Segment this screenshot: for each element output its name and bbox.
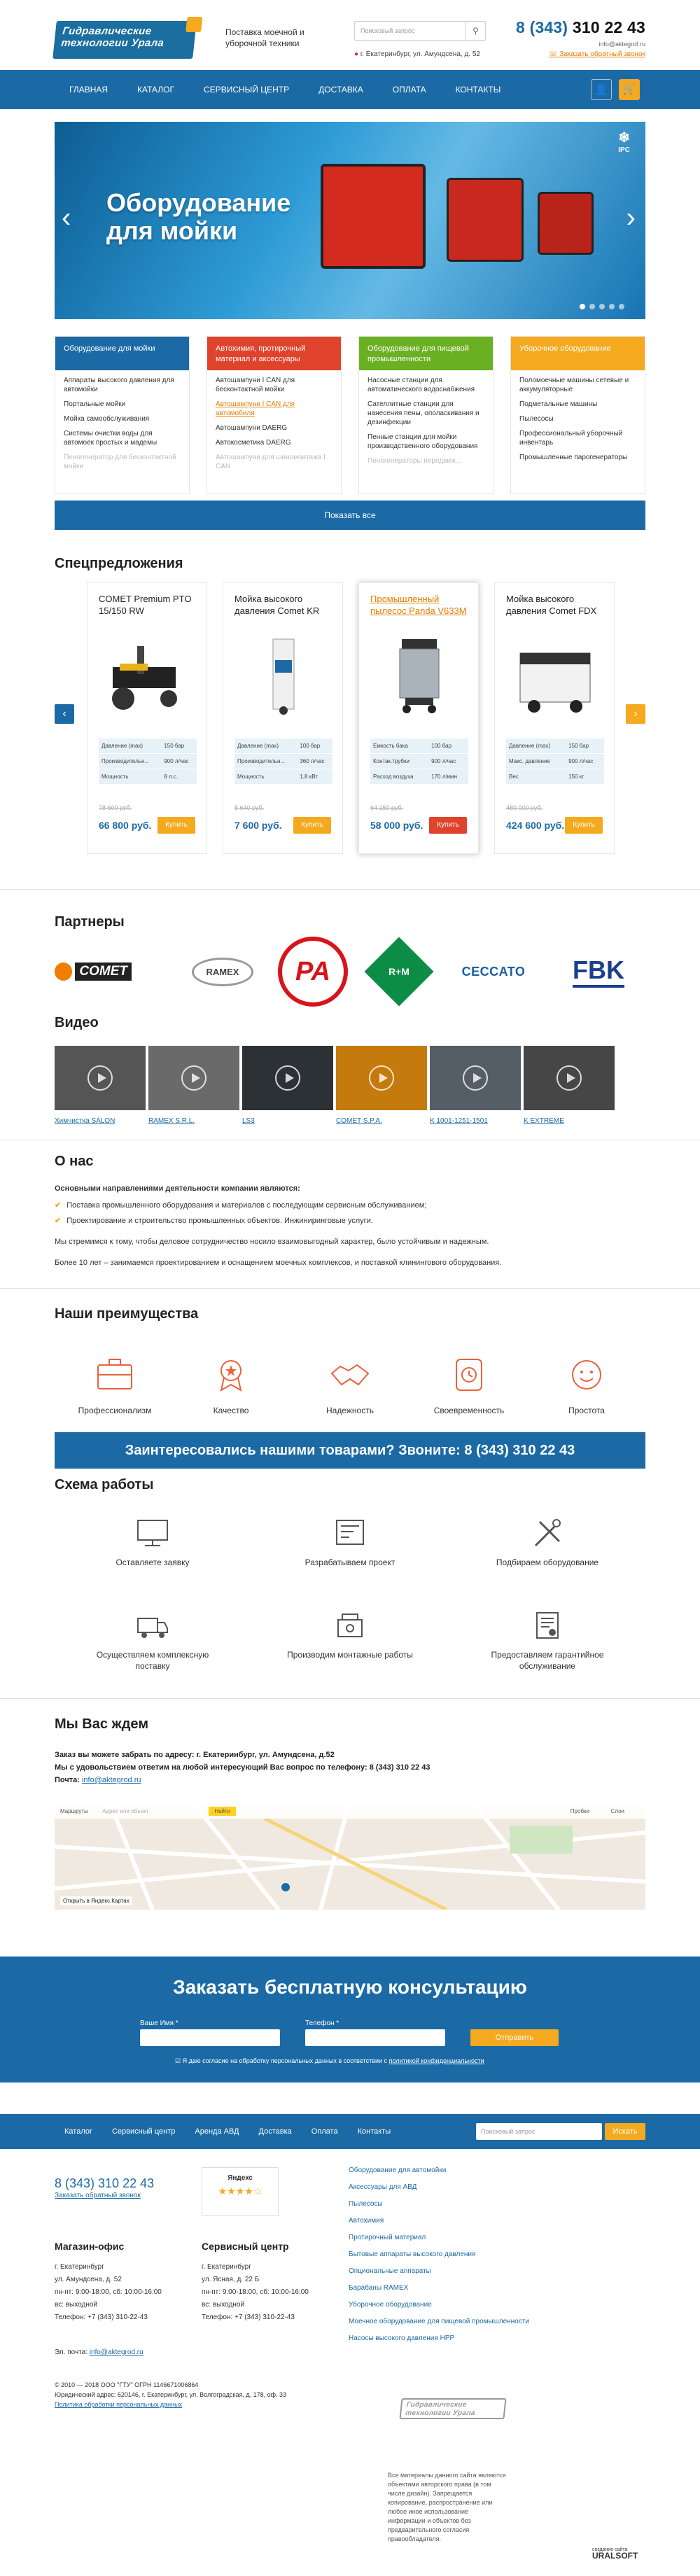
slider-title-line-2: для мойки — [106, 216, 238, 245]
product-name[interactable]: Промышленный пылесос Panda V633M — [370, 594, 467, 616]
product-specs — [370, 738, 468, 785]
clock-icon — [448, 1357, 490, 1393]
product-price: 7 600 руб. — [234, 820, 282, 831]
name-input[interactable] — [140, 2029, 280, 2046]
consent-text: Я даю согласие на обработку персональных данных в соответствии с — [182, 2057, 388, 2064]
footer-office — [55, 2240, 162, 2324]
slider-machine-image — [321, 164, 426, 269]
play-icon[interactable] — [556, 1065, 582, 1091]
spec-label: Давление (max) — [506, 738, 566, 754]
footer-logo[interactable] — [399, 2398, 506, 2419]
spec-label: Давление (max) — [99, 738, 161, 754]
spec-value: 150 кг — [566, 769, 604, 785]
about-point-text: Проектирование и строительство промышленных объектов. Инжиниринговые услуги. — [66, 1217, 373, 1225]
specials-prev-icon[interactable]: ‹ — [55, 704, 74, 724]
show-all-button[interactable]: Показать все — [55, 500, 645, 530]
footer-catalog-link[interactable]: Барабаны RAMEX — [349, 2284, 409, 2292]
product-price: 66 800 руб. — [99, 820, 152, 831]
play-icon[interactable] — [463, 1065, 488, 1091]
consultation-form — [0, 1956, 700, 2082]
footer-office-line: пн-пт: 9:00-18:00, сб: 10:00-16:00 — [55, 2288, 162, 2296]
footer-email-link[interactable]: info@aktegrod.ru — [89, 2348, 144, 2356]
footer-nav-item[interactable]: Оплата — [311, 2127, 338, 2136]
send-button[interactable]: Отправить — [470, 2029, 559, 2046]
footer-service-title: Сервисный центр — [202, 2241, 289, 2252]
specials-next-icon[interactable]: › — [626, 704, 645, 724]
category-link[interactable]: Профессиональный уборочный инвентарь — [519, 430, 623, 447]
developer-credit[interactable] — [592, 2547, 638, 2561]
footer-legal-address: Юридический адрес: 620146, г. Екатеринбург, ул. Волгоградская, д. 178, оф. 33 — [55, 2391, 287, 2398]
video-thumbnail[interactable] — [55, 1046, 146, 1110]
smile-icon — [566, 1357, 608, 1393]
scheme-step-label: Подбираем оборудование — [496, 1558, 599, 1567]
buy-button[interactable]: Купить — [293, 817, 331, 834]
partner-logo-comet[interactable] — [55, 944, 132, 1000]
about-paragraph: Мы стремимся к тому, чтобы деловое сотрудничество носило взаимовыгодный характер, было устойчивым и надежным. — [55, 1238, 489, 1246]
video-thumbnail[interactable] — [430, 1046, 521, 1110]
header-address — [354, 50, 480, 58]
header-phone[interactable] — [516, 18, 645, 37]
product-card[interactable] — [87, 582, 207, 854]
user-icon[interactable]: 👤 — [591, 79, 612, 100]
play-icon[interactable] — [369, 1065, 394, 1091]
category-link[interactable]: Пеногенераторы передвиж... — [368, 457, 462, 465]
handshake-icon — [329, 1357, 371, 1393]
footer-nav-item[interactable]: Контакты — [357, 2127, 391, 2136]
installation-icon — [332, 1610, 368, 1641]
category-link[interactable]: Автошампуни I CAN для автомобиля — [216, 400, 295, 417]
footer-service — [202, 2240, 309, 2324]
slider-dot[interactable] — [580, 304, 585, 309]
footer-office-line: г. Екатеринбург — [55, 2263, 104, 2271]
award-icon — [210, 1357, 252, 1393]
scheme-step-label: Предоставляем гарантийное обслуживание — [491, 1650, 604, 1671]
footer-service-line: ул. Ясная, д. 22 Б — [202, 2276, 260, 2283]
video-thumbnail[interactable] — [148, 1046, 239, 1110]
advantage-label: Своевременность — [433, 1406, 505, 1415]
video-caption[interactable]: K EXTREME — [524, 1117, 564, 1125]
product-specs — [99, 738, 197, 785]
header-address-text: г. Екатеринбург, ул. Амундсена, д. 52 — [360, 50, 480, 58]
header-search-placeholder: Поисковый запрос — [360, 27, 415, 34]
spec-value: 900 л/час — [566, 754, 604, 769]
footer-logo-line-2: технологии Урала — [405, 2409, 476, 2417]
developer-name: URALSOFT — [592, 2551, 638, 2561]
tools-icon — [530, 1518, 565, 1548]
map-pin-icon: ● — [354, 50, 359, 58]
category-link[interactable]: Подметальные машины — [519, 400, 598, 408]
product-image — [506, 632, 604, 716]
footer-catalog-link[interactable]: Автохимия — [349, 2217, 384, 2225]
header-search-input[interactable] — [354, 21, 486, 41]
category-title[interactable]: Уборочное оборудование — [511, 337, 645, 370]
video-thumbnail[interactable] — [242, 1046, 333, 1110]
slider-machine-image — [447, 178, 524, 262]
category-link[interactable]: Пеногенератор для бесконтактной мойки — [64, 454, 176, 470]
spec-label: Вес — [506, 769, 566, 785]
spec-label: Расход воздуха — [370, 769, 428, 785]
rm-diamond-icon — [365, 937, 434, 1007]
spec-value: 150 бар — [566, 738, 604, 754]
partner-logo-pa[interactable] — [274, 944, 351, 1000]
scheme-title: Схема работы — [55, 1477, 154, 1492]
spec-value: 170 л/мин — [428, 769, 468, 785]
product-card[interactable] — [223, 582, 343, 854]
about-point — [55, 1215, 645, 1226]
category-link[interactable]: Портальные мойки — [64, 400, 126, 408]
slider-dot[interactable] — [589, 304, 595, 309]
divider — [0, 1288, 700, 1289]
truck-icon — [135, 1610, 170, 1641]
product-old-price: 480 000 руб. — [506, 804, 543, 811]
scheme-step — [83, 1610, 223, 1672]
footer-nav-item[interactable]: Аренда АВД — [195, 2127, 239, 2136]
category-link[interactable]: Аппараты высокого давления для автомойки — [64, 377, 174, 393]
map-layers-button[interactable]: Слои — [610, 1808, 624, 1814]
rating-stars-icon: ★★★★☆ — [218, 2185, 262, 2197]
product-old-price: 8 640 руб. — [234, 804, 265, 811]
category-link[interactable]: Автокосметика DAERG — [216, 439, 291, 447]
footer-search-button[interactable]: Искать — [605, 2123, 645, 2140]
contacts-line: Заказ вы можете забрать по адресу: г. Екатеринбург, ул. Амундсена, д.52 — [55, 1751, 335, 1759]
category-link[interactable]: Сателлитные станции для нанесения пены, ополаскивания и дезинфекции — [368, 400, 479, 426]
privacy-link[interactable]: политикой конфиденциальности — [388, 2057, 484, 2064]
footer-service-line: вс: выходной — [202, 2301, 244, 2309]
spec-value: 8 л.с. — [161, 769, 197, 785]
category-card — [510, 336, 645, 494]
snowflake-icon: ❄ — [618, 130, 630, 146]
about-point — [55, 1200, 645, 1211]
product-name[interactable]: Мойка высокого давления Comet KR — [234, 594, 320, 616]
map-route-button[interactable]: Маршруты — [60, 1808, 88, 1814]
yandex-rating-widget[interactable] — [202, 2167, 279, 2216]
contacts-title: Мы Вас ждем — [55, 1716, 149, 1732]
footer-office-line: Телефон: +7 (343) 310-22-43 — [55, 2314, 148, 2321]
slider-dot[interactable] — [619, 304, 624, 309]
partner-logo-text: FBK — [573, 955, 624, 988]
scheme-step-label: Разрабатываем проект — [304, 1558, 396, 1567]
video-thumbnail[interactable] — [336, 1046, 427, 1110]
map-toolbar — [55, 1805, 645, 1819]
footer-catalog-link[interactable]: Бытовые аппараты высокого давления — [349, 2250, 476, 2258]
spec-value: 360 л/час — [297, 754, 332, 769]
category-link[interactable]: Пенные станции для мойки производственного оборудования — [368, 433, 478, 450]
footer-email-label: Эл. почта: — [55, 2348, 88, 2356]
partners-title: Партнеры — [55, 914, 125, 930]
product-card[interactable] — [358, 582, 479, 854]
footer-catalog-link[interactable]: Насосы высокого давления HPP — [349, 2334, 455, 2342]
slider-dot[interactable] — [599, 304, 605, 309]
product-image — [234, 632, 332, 716]
footer-catalog — [349, 2166, 529, 2351]
buy-button[interactable]: Купить — [429, 817, 467, 834]
footer-email — [55, 2346, 144, 2359]
contacts-mail — [55, 1774, 430, 1786]
contacts-mail-link[interactable]: info@aktegrod.ru — [81, 1776, 141, 1784]
scheme-step — [477, 1610, 617, 1672]
advantage-item — [66, 1357, 164, 1415]
search-icon[interactable]: ⚲ — [465, 22, 485, 40]
ipc-badge-text: IPC — [618, 146, 630, 154]
slider-title — [106, 189, 290, 245]
footer-search-input[interactable]: Поисковый запрос — [476, 2123, 602, 2140]
phone-number: 310 22 43 — [572, 18, 645, 36]
contacts-mail-label: Почта: — [55, 1776, 80, 1784]
spec-label: Давление (max) — [234, 738, 297, 754]
cart-icon[interactable]: 🛒 — [619, 79, 640, 100]
scheme-step — [280, 1518, 420, 1568]
partner-logo-text: R+M — [388, 965, 410, 977]
header-email[interactable]: info@aktegrof.ru — [598, 41, 645, 48]
partner-logo-text: CECCATO — [461, 964, 526, 979]
spec-value: 1,8 кВт — [297, 769, 332, 785]
advantage-label: Качество — [213, 1406, 249, 1415]
footer-nav — [0, 2114, 700, 2149]
footer-catalog-link[interactable]: Уборочное оборудование — [349, 2301, 432, 2309]
category-link[interactable]: Автошампуни для шиномонтажа I CAN — [216, 454, 326, 470]
logo-line-2: технологии Урала — [60, 37, 165, 49]
footer-office-title: Магазин-офис — [55, 2241, 125, 2252]
category-link[interactable]: Автошампуни DAERG — [216, 424, 288, 432]
product-price: 58 000 руб. — [370, 820, 424, 831]
footer-legal — [55, 2380, 286, 2409]
spec-value: 150 бар — [161, 738, 197, 754]
footer-service-line: г. Екатеринбург — [202, 2263, 251, 2271]
product-name[interactable]: COMET Premium PTO 15/150 RW — [99, 594, 192, 616]
spec-value: 100 бар — [428, 738, 468, 754]
category-link[interactable]: Системы очистки воды для автомоек простых и мадемы — [64, 430, 158, 447]
about-title: О нас — [55, 1154, 94, 1169]
map-traffic-button[interactable]: Пробки — [570, 1808, 589, 1814]
category-link[interactable]: Промышленные парогенераторы — [519, 454, 628, 461]
spec-label: Мощность — [99, 769, 161, 785]
advantage-item — [420, 1357, 518, 1415]
computer-icon — [135, 1518, 170, 1548]
slider-title-line-1: Оборудование — [106, 188, 291, 217]
scheme-step-label: Оставляете заявку — [115, 1558, 190, 1567]
product-specs — [234, 738, 332, 785]
nav-delivery[interactable]: ДОСТАВКА — [318, 85, 363, 94]
partner-logo-text: PA — [278, 937, 348, 1007]
ipc-badge — [618, 129, 630, 154]
slider-next-icon[interactable]: › — [626, 202, 636, 233]
header-tagline: Поставка моечной и уборочной техники — [225, 27, 304, 48]
partner-logo-rm[interactable] — [360, 944, 438, 1000]
about-section — [55, 1183, 645, 1278]
certificate-icon — [530, 1610, 565, 1641]
map-find-button[interactable]: Найти — [209, 1807, 236, 1816]
footer-catalog-link[interactable]: Оборудование для автомойки — [349, 2166, 447, 2174]
scheme-step-label: Производим монтажные работы — [287, 1650, 413, 1660]
footer-service-line: Телефон: +7 (343) 310-22-43 — [202, 2314, 295, 2321]
nav-payment[interactable]: ОПЛАТА — [392, 85, 426, 94]
video-caption[interactable]: LS3 — [242, 1117, 255, 1125]
buy-button[interactable]: Купить — [565, 817, 603, 834]
product-old-price: 78 600 руб. — [99, 804, 132, 811]
footer-privacy-link[interactable]: Политика обработки персональных данных — [55, 2401, 183, 2408]
buy-button[interactable]: Купить — [158, 817, 195, 834]
map-streets — [55, 1805, 645, 1910]
partner-logo-text: COMET — [75, 962, 132, 981]
about-paragraph: Более 10 лет – занимаемся проектированием и оснащением моечных комплексов, и поставкой клинингового оборудования. — [55, 1259, 502, 1267]
category-card — [358, 336, 493, 494]
slider-machine-image — [538, 192, 594, 255]
advantages-title: Наши преимущества — [55, 1306, 199, 1322]
spec-label: Производительн... — [99, 754, 161, 769]
phone-label: Телефон * — [305, 2019, 340, 2027]
category-link[interactable]: Мойка самообслуживания — [64, 415, 150, 423]
footer-copyright-notice: Все материалы данного сайта являются объектами авторского права (в том числе дизайн). Запрещается копирование, распространение или любое иное использование информации и объектов без предварительного согласия правообладателя. — [388, 2472, 506, 2542]
footer-catalog-link[interactable]: Аксессуары для АВД — [349, 2183, 417, 2191]
phone-icon: ☏ — [548, 50, 558, 58]
logo-mark-icon — [186, 17, 202, 32]
footer-callback-link[interactable]: Заказать обратный звонок — [55, 2192, 141, 2199]
phone-code: 8 (343) — [516, 18, 568, 36]
advantage-item — [538, 1357, 636, 1415]
scheme-step — [83, 1518, 223, 1568]
advantage-label: Надежность — [326, 1406, 374, 1415]
map-search-input[interactable]: Адрес или объект — [102, 1808, 149, 1814]
category-link[interactable]: Насосные станции для автоматического водоснабжения — [368, 377, 475, 393]
product-specs — [506, 738, 604, 785]
callback-label: Заказать обратный звонок — [559, 50, 645, 58]
video-thumbnail[interactable] — [524, 1046, 615, 1110]
spec-label: Макс. давление — [506, 754, 566, 769]
comet-circle-icon — [55, 962, 72, 981]
briefcase-icon — [94, 1357, 136, 1393]
category-link[interactable]: Поломоечные машины сетевые и аккумуляторные — [519, 377, 629, 393]
partner-logo-ramex[interactable] — [181, 944, 265, 1000]
hero-slider[interactable] — [55, 122, 645, 319]
spec-value: 900 л/час — [161, 754, 197, 769]
play-icon[interactable] — [88, 1065, 113, 1091]
advantage-label: Профессионализм — [78, 1406, 152, 1415]
spec-value: 100 бар — [297, 738, 332, 754]
contacts-info — [55, 1749, 430, 1786]
yandex-label: Яндекс — [227, 2174, 253, 2182]
consult-title: Заказать бесплатную консультацию — [173, 1976, 527, 1998]
footer-nav-item[interactable]: Каталог — [64, 2127, 92, 2136]
footer-logo-line-1: Гидравлические — [406, 2401, 468, 2409]
slider-dots — [580, 304, 624, 309]
slider-prev-icon[interactable]: ‹ — [62, 202, 71, 233]
product-image — [370, 632, 468, 716]
name-label: Ваше Имя * — [140, 2019, 178, 2027]
spec-value: 900 л/час — [428, 754, 468, 769]
footer-catalog-link[interactable]: Протирочный материал — [349, 2234, 426, 2241]
scheme-step — [280, 1610, 420, 1660]
partner-logo-ceccato[interactable] — [448, 944, 539, 1000]
video-title: Видео — [55, 1015, 99, 1030]
footer-copyright: © 2010 — 2018 ООО "ГТУ" ОГРН 1146671006864 — [55, 2381, 199, 2388]
divider — [0, 889, 700, 890]
footer-catalog-link[interactable]: Моечное оборудование для пищевой промышленности — [349, 2318, 529, 2325]
nav-service[interactable]: СЕРВИСНЫЙ ЦЕНТР — [204, 85, 290, 94]
product-name[interactable]: Мойка высокого давления Comet FDX — [506, 594, 597, 616]
footer-catalog-link[interactable]: Опциональные аппараты — [349, 2267, 431, 2275]
check-icon: ✔ — [55, 1201, 62, 1210]
check-icon: ✔ — [55, 1217, 62, 1225]
phone-input[interactable] — [305, 2029, 445, 2046]
footer-phone-block — [55, 2177, 154, 2202]
category-link[interactable]: Автошампуни I CAN для бесконтактной мойки — [216, 377, 295, 393]
footer-phone[interactable]: 8 (343) 310 22 43 — [55, 2176, 155, 2190]
partner-logo-fbk[interactable] — [560, 944, 637, 1000]
specials-title: Спецпредложения — [55, 556, 183, 571]
product-old-price: 64 150 руб. — [370, 804, 404, 811]
partner-logo-text: RAMEX — [192, 958, 254, 986]
play-icon[interactable] — [181, 1065, 206, 1091]
footer-catalog-link[interactable]: Пылесосы — [349, 2200, 383, 2208]
developer-label: создание сайта — [592, 2547, 628, 2552]
product-price: 424 600 руб. — [506, 820, 565, 831]
hero-section — [0, 109, 700, 319]
advantage-item — [301, 1357, 399, 1415]
advantage-item — [182, 1357, 280, 1415]
divider — [0, 1698, 700, 1699]
category-link[interactable]: Пылесосы — [519, 415, 554, 423]
video-caption[interactable]: COMET S.P.A. — [336, 1117, 382, 1125]
category-title[interactable]: Оборудование для мойки — [55, 337, 189, 370]
footer-office-line: вс: выходной — [55, 2301, 97, 2309]
contacts-line: Мы с удовольствием ответим на любой интересующий Вас вопрос по телефону: 8 (343) 310 22 43 — [55, 1763, 430, 1772]
product-card[interactable] — [494, 582, 615, 854]
advantage-label: Простота — [568, 1406, 605, 1415]
footer-nav-item[interactable]: Доставка — [258, 2127, 292, 2136]
consent-checkbox[interactable]: ☑ Я даю согласие на обработку персональных данных в соответствии с политикой конфиденциальности — [175, 2057, 484, 2064]
product-image — [99, 632, 197, 716]
play-icon[interactable] — [275, 1065, 300, 1091]
category-title[interactable]: Автохимия, протирочный материал и аксессуары — [207, 337, 341, 370]
main-nav — [0, 70, 700, 109]
nav-contacts[interactable]: КОНТАКТЫ — [455, 85, 501, 94]
scheme-step-label: Осуществляем комплексную поставку — [96, 1650, 209, 1671]
map-open-link[interactable]: Открыть в Яндекс.Картах — [60, 1896, 132, 1905]
site-logo[interactable] — [52, 21, 197, 59]
slider-dot[interactable] — [609, 304, 615, 309]
site-header — [0, 0, 700, 70]
yandex-map[interactable] — [55, 1805, 645, 1910]
blueprint-icon — [332, 1518, 368, 1548]
category-title[interactable]: Оборудование для пищевой промышленности — [359, 337, 493, 370]
logo-line-1: Гидравлические — [62, 25, 153, 37]
nav-home[interactable]: ГЛАВНАЯ — [69, 85, 108, 94]
spec-label: Емкость бака — [370, 738, 428, 754]
category-card — [55, 336, 190, 494]
call-to-action-banner[interactable]: Заинтересовались нашими товарами? Звоните: 8 (343) 310 22 43 — [55, 1432, 645, 1469]
about-point-text: Поставка промышленного оборудования и материалов с последующим сервисным обслуживанием; — [66, 1201, 427, 1210]
category-card — [206, 336, 342, 494]
footer-nav-item[interactable]: Сервисный центр — [112, 2127, 176, 2136]
footer-office-line: ул. Амундсена, д. 52 — [55, 2276, 122, 2283]
spec-label: Контак.трубки — [370, 754, 428, 769]
video-caption[interactable]: RAMEX S.R.L. — [148, 1117, 195, 1125]
video-caption[interactable]: K 1001-1251-1501 — [430, 1117, 488, 1125]
spec-label: Мощность — [234, 769, 297, 785]
about-lead: Основными направлениями деятельности компании являются: — [55, 1184, 300, 1193]
callback-link[interactable] — [549, 50, 645, 58]
nav-catalog[interactable]: КАТАЛОГ — [137, 85, 175, 94]
footer-service-line: пн-пт: 9:00-18:00, сб: 10:00-16:00 — [202, 2288, 309, 2296]
scheme-step — [477, 1518, 617, 1568]
spec-label: Производительн... — [234, 754, 297, 769]
video-caption[interactable]: Химчистка SALON — [55, 1117, 115, 1125]
